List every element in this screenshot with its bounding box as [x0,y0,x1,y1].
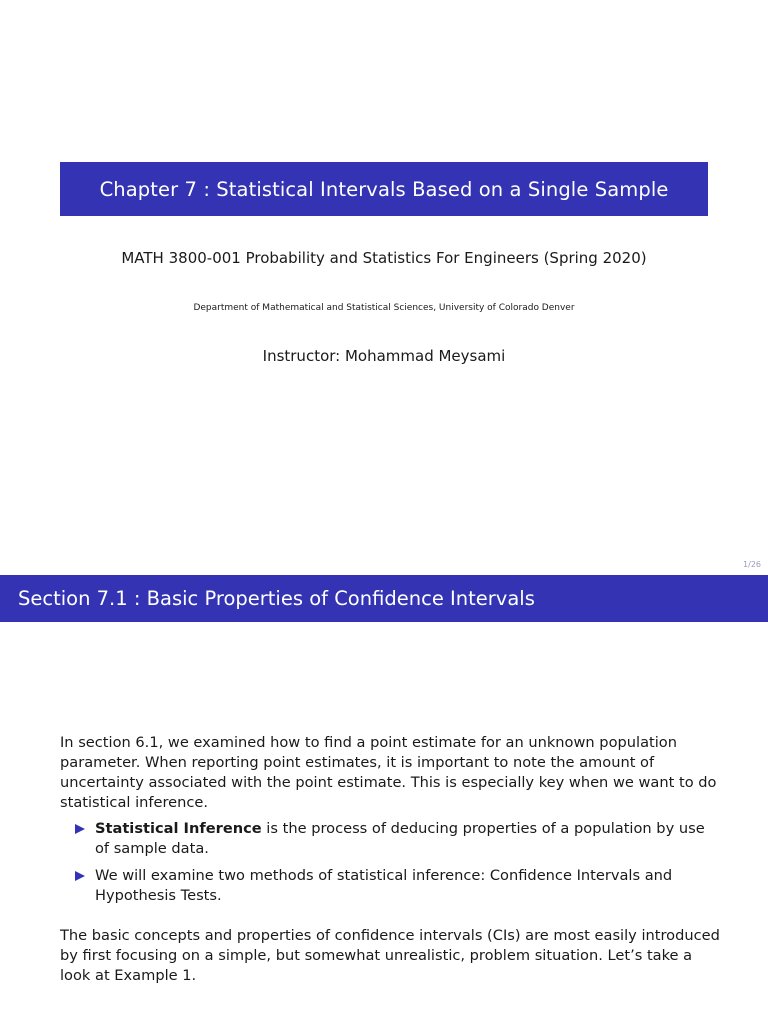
intro-paragraph: In section 6.1, we examined how to find a point estimate for an unknown population parameter. When reporting point estimates, it is important to note the amount of uncertainty associated with the point estimate. This is especially key when we want to do statistical inference. [60,734,717,811]
section-title: Section 7.1 : Basic Properties of Confidence Intervals [18,587,535,610]
bullet-bold-term: Statistical Inference [95,820,262,837]
bullet-text: We will examine two methods of statistical inference: Confidence Intervals and Hypothesis Tests. [95,867,673,904]
slide-body [60,733,720,986]
bullet-item [60,866,720,906]
section-title-banner [0,575,768,622]
chapter-title-banner [60,162,708,216]
bullet-list [60,819,720,906]
page-number: 1/26 [743,560,761,569]
instructor-name: Instructor: Mohammad Meysami [262,347,506,365]
course-name: MATH 3800-001 Probability and Statistics For Engineers (Spring 2020) [121,249,647,267]
bullet-text: is the process of deducing properties of a population by use of sample data. [95,820,705,857]
triangle-right-icon [75,824,85,834]
department-name: Department of Mathematical and Statistical Sciences, University of Colorado Denver [193,303,575,313]
chapter-title: Chapter 7 : Statistical Intervals Based on a Single Sample [99,177,669,201]
bullet-item [60,819,720,859]
closing-paragraph: The basic concepts and properties of confidence intervals (CIs) are most easily introduced by first focusing on a simple, but somewhat unrealistic, problem situation. Let’s take a look at Example 1. [60,927,720,984]
triangle-right-icon [75,871,85,881]
